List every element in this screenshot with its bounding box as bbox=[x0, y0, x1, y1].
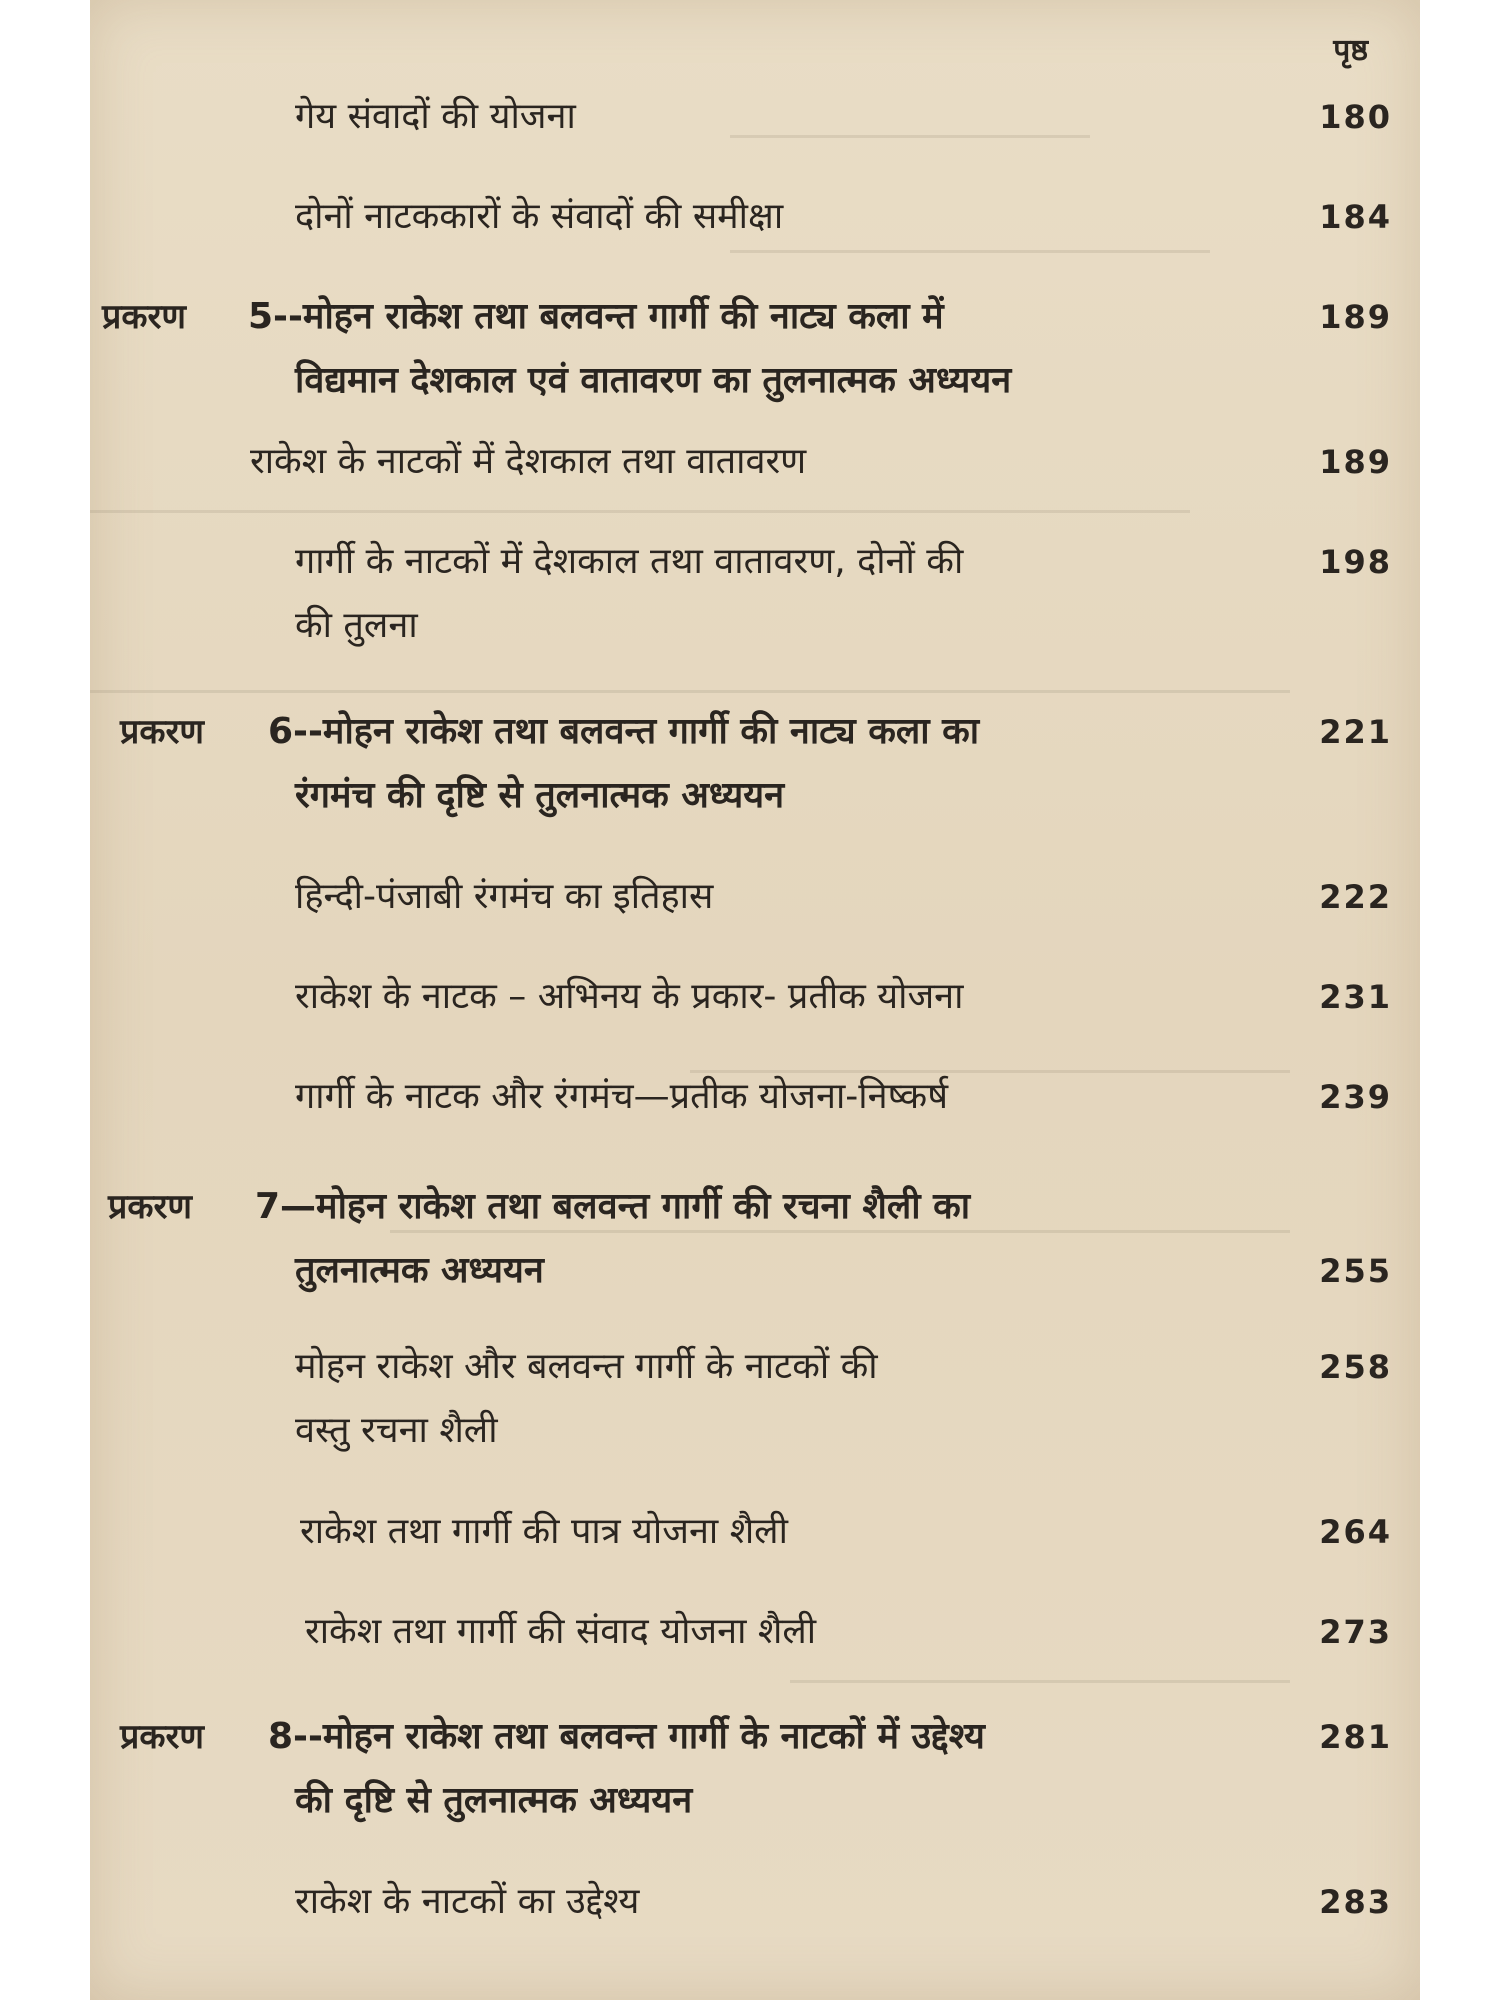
bleed-through-mark bbox=[790, 1640, 1290, 1683]
toc-entry-page: 198 bbox=[1319, 543, 1392, 581]
toc-entry-page: 281 bbox=[1319, 1718, 1392, 1756]
toc-entry-title: गार्गी के नाटक और रंगमंच—प्रतीक योजना-निष्कर्ष bbox=[295, 1076, 949, 1117]
toc-entry-page: 264 bbox=[1319, 1513, 1392, 1551]
toc-entry-title: गेय संवादों की योजना bbox=[295, 96, 576, 137]
chapter-label: प्रकरण bbox=[102, 297, 186, 337]
toc-entry-page: 189 bbox=[1319, 443, 1392, 481]
toc-entry-title: 6--मोहन राकेश तथा बलवन्त गार्गी की नाट्य कला का bbox=[268, 711, 980, 752]
toc-entry-title-cont: की तुलना bbox=[295, 605, 418, 646]
toc-entry-title-cont: रंगमंच की दृष्टि से तुलनात्मक अध्ययन bbox=[295, 775, 785, 816]
toc-entry-title: राकेश के नाटकों का उद्देश्य bbox=[295, 1881, 640, 1922]
toc-entry-title: राकेश के नाटकों में देशकाल तथा वातावरण bbox=[250, 441, 807, 482]
toc-entry-page: 180 bbox=[1319, 98, 1392, 136]
toc-entry-title-cont: वस्तु रचना शैली bbox=[295, 1410, 498, 1451]
toc-entry-title: राकेश तथा गार्गी की संवाद योजना शैली bbox=[305, 1611, 817, 1652]
toc-entry-page: 231 bbox=[1319, 978, 1392, 1016]
toc-entry-title: 7—मोहन राकेश तथा बलवन्त गार्गी की रचना शैली का bbox=[255, 1186, 971, 1227]
toc-entry-page: 239 bbox=[1319, 1078, 1392, 1116]
toc-entry-title: गार्गी के नाटकों में देशकाल तथा वातावरण, दोनों की bbox=[295, 541, 964, 582]
toc-entry-page: 255 bbox=[1319, 1252, 1392, 1290]
toc-entry-page: 189 bbox=[1319, 298, 1392, 336]
bleed-through-mark bbox=[730, 210, 1210, 253]
bleed-through-mark bbox=[90, 650, 1290, 693]
chapter-label: प्रकरण bbox=[120, 712, 204, 752]
toc-entry-page: 283 bbox=[1319, 1883, 1392, 1921]
toc-entry-title: 8--मोहन राकेश तथा बलवन्त गार्गी के नाटकों में उद्देश्य bbox=[268, 1716, 985, 1757]
chapter-label: प्रकरण bbox=[108, 1187, 192, 1227]
toc-entry-title: दोनों नाटककारों के संवादों की समीक्षा bbox=[295, 196, 784, 237]
toc-entry-title: मोहन राकेश और बलवन्त गार्गी के नाटकों की bbox=[295, 1346, 878, 1387]
book-page bbox=[90, 0, 1420, 2000]
toc-entry-title-cont: विद्यमान देशकाल एवं वातावरण का तुलनात्मक अध्ययन bbox=[295, 360, 1012, 401]
toc-entry-page: 258 bbox=[1319, 1348, 1392, 1386]
toc-entry-page: 184 bbox=[1319, 198, 1392, 236]
toc-entry-page: 221 bbox=[1319, 713, 1392, 751]
bleed-through-mark bbox=[730, 95, 1090, 138]
toc-entry-title: राकेश के नाटक – अभिनय के प्रकार- प्रतीक योजना bbox=[295, 976, 964, 1017]
toc-entry-title-cont: की दृष्टि से तुलनात्मक अध्ययन bbox=[295, 1780, 693, 1821]
toc-entry-title: 5--मोहन राकेश तथा बलवन्त गार्गी की नाट्य कला में bbox=[248, 296, 944, 337]
toc-entry-page: 222 bbox=[1319, 878, 1392, 916]
toc-entry-page: 273 bbox=[1319, 1613, 1392, 1651]
toc-entry-title: हिन्दी-पंजाबी रंगमंच का इतिहास bbox=[295, 876, 714, 917]
toc-entry-title-cont: तुलनात्मक अध्ययन bbox=[295, 1250, 544, 1291]
chapter-label: प्रकरण bbox=[120, 1717, 204, 1757]
toc-entry-title: राकेश तथा गार्गी की पात्र योजना शैली bbox=[300, 1511, 788, 1552]
page-column-header: पृष्ठ bbox=[1333, 33, 1368, 68]
